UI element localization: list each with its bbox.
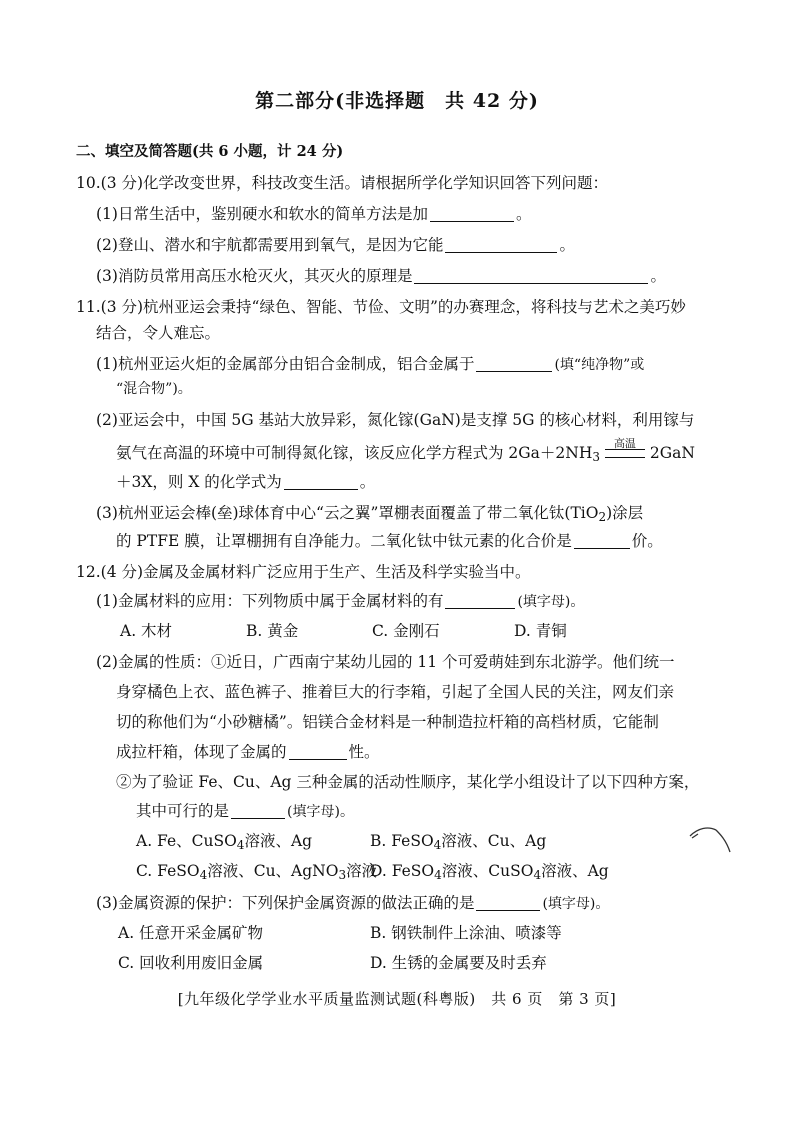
pen-scribble-mark — [686, 822, 736, 862]
q11-part3-subscript: 2 — [598, 510, 607, 524]
q12-part2-line1: (2)金属的性质：①近日，广西南宁某幼儿园的 11 个可爱萌娃到东北游学。他们统一 — [96, 653, 675, 671]
q11-part3-blank[interactable] — [574, 533, 630, 549]
option-d-subscript: 4 — [434, 868, 442, 882]
q12-part1-hint: (填字母)。 — [517, 594, 585, 610]
q12-part1-option-a[interactable]: A. 木材 — [120, 622, 173, 640]
q11-part2-line1: (2)亚运会中，中国 5G 基站大放异彩，氮化镓(GaN)是支撑 5G 的核心材料，利用镓与 — [96, 411, 695, 429]
option-d-text-end: 溶液、Ag — [541, 862, 609, 880]
q10-part2-blank[interactable] — [445, 237, 557, 253]
option-a-subscript: 4 — [236, 838, 245, 852]
q11-part2-subscript: 3 — [592, 450, 600, 464]
page-footer: [九年级化学学业水平质量监测试题(科粤版) 共 6 页 第 3 页] — [177, 990, 617, 1008]
q10-part3 — [96, 265, 666, 287]
option-d-text-mid: 溶液、CuSO — [441, 862, 534, 880]
q11-part2-equation-right: 2GaN — [649, 444, 695, 462]
q12-part1-blank[interactable] — [445, 593, 515, 609]
q12-part1-option-d[interactable]: D. 青铜 — [514, 622, 567, 640]
q10-stem: 10.(3 分)化学改变世界，科技改变生活。请根据所学化学知识回答下列问题： — [76, 174, 609, 192]
option-d-subscript-2: 4 — [533, 868, 542, 882]
q10-part3-text: (3)消防员常用高压水枪灭火，其灭火的原理是 — [96, 267, 413, 285]
option-c-subscript-2: 3 — [338, 868, 347, 882]
q11-part2-line3 — [116, 471, 375, 493]
q12-part2-line6 — [136, 800, 354, 823]
q12-part3-hint: (填字母)。 — [542, 896, 610, 912]
q12-part3-blank[interactable] — [476, 895, 540, 911]
q12-part1-text: (1)金属材料的应用：下列物质中属于金属材料的有 — [96, 592, 444, 610]
option-b-text: B. FeSO — [370, 832, 434, 850]
q11-part2-line3-text: ＋3X，则 X 的化学式为 — [116, 473, 282, 491]
q11-part3-line1-text: (3)杭州亚运会棒(垒)球体育中心“云之翼”罩棚表面覆盖了带二氧化钛(TiO — [96, 504, 599, 522]
q10-part3-end: 。 — [650, 267, 666, 285]
q12-part2-line5: ②为了验证 Fe、Cu、Ag 三种金属的活动性顺序，某化学小组设计了以下四种方案， — [116, 773, 700, 791]
q12-part2-line4 — [116, 741, 380, 763]
q12-part2-line6-text: 其中可行的是 — [136, 802, 230, 820]
q12-part3-option-b[interactable]: B. 钢铁制件上涂油、喷漆等 — [370, 924, 562, 942]
q11-part1 — [96, 353, 644, 376]
q11-part1-blank[interactable] — [476, 356, 552, 372]
q10-part1 — [96, 203, 531, 225]
q12-part2-line2: 身穿橘色上衣、蓝色裤子、推着巨大的行李箱，引起了全国人民的关注，网友们亲 — [116, 683, 675, 701]
q10-part3-blank[interactable] — [414, 268, 648, 284]
q11-part2-line3-end: 。 — [359, 473, 376, 491]
q12-part2-line4-text: 成拉杆箱，体现了金属的 — [116, 743, 287, 761]
q12-part2-line3: 切的称他们为“小砂糖橘”。铝镁合金材料是一种制造拉杆箱的高档材质，它能制 — [116, 713, 659, 731]
q11-part2-equation-left: 氨气在高温的环境中可制得氮化镓，该反应化学方程式为 2Ga＋2NH — [116, 444, 593, 462]
reaction-condition: 高温 — [613, 437, 636, 450]
q11-part3-line2 — [116, 530, 663, 552]
q12-part2-hint: (填字母)。 — [287, 804, 354, 820]
q10-part1-text: (1)日常生活中，鉴别硬水和软水的简单方法是加 — [96, 205, 428, 223]
part-title: 第二部分(非选择题 共 42 分) — [255, 90, 539, 112]
option-d-text: D. FeSO — [370, 862, 435, 880]
q11-part1-hint-cont: “混合物”)。 — [116, 381, 192, 397]
q12-part3-option-a[interactable]: A. 任意开采金属矿物 — [118, 924, 264, 942]
reaction-arrow — [605, 437, 645, 458]
q11-stem-line2: 结合，令人难忘。 — [96, 324, 221, 342]
q12-part1 — [96, 590, 584, 613]
q12-part3-text: (3)金属资源的保护：下列保护金属资源的做法正确的是 — [96, 894, 475, 912]
q11-part3-line2-text: 的 PTFE 膜，让罩棚拥有自净能力。二氧化钛中钛元素的化合价是 — [116, 532, 572, 550]
q12-part2-option-a[interactable] — [136, 830, 312, 856]
option-a-text: A. Fe、CuSO — [136, 832, 237, 850]
q11-part1-hint: (填“纯净物”或 — [554, 357, 645, 373]
option-b-text-end: 溶液、Cu、Ag — [441, 832, 547, 850]
q12-part1-option-b[interactable]: B. 黄金 — [246, 622, 299, 640]
q12-part2-option-b[interactable] — [370, 830, 546, 856]
q12-part2-option-d[interactable] — [370, 860, 609, 886]
q12-part3 — [96, 892, 609, 915]
q11-part3-line1-end: )涂层 — [606, 504, 644, 522]
q10-part1-end: 。 — [515, 205, 532, 223]
q10-part2-end: 。 — [559, 236, 575, 254]
q11-part2-blank[interactable] — [284, 474, 358, 490]
q10-part1-blank[interactable] — [430, 206, 514, 222]
q12-part1-option-c[interactable]: C. 金刚石 — [372, 622, 440, 640]
q11-stem-line1: 11.(3 分)杭州亚运会秉持“绿色、智能、节俭、文明”的办赛理念，将科技与艺术之美巧妙 — [76, 298, 686, 316]
q11-part1-text: (1)杭州亚运火炬的金属部分由铝合金制成，铝合金属于 — [96, 355, 475, 373]
q11-part3-line1 — [96, 502, 643, 528]
option-c-text-end: 溶液 — [346, 862, 378, 880]
q12-stem: 12.(4 分)金属及金属材料广泛应用于生产、生活及科学实验当中。 — [76, 563, 531, 581]
option-c-text: C. FeSO — [136, 862, 200, 880]
q12-part2-option-c[interactable] — [136, 860, 377, 886]
q11-part3-line2-end: 价。 — [631, 532, 663, 550]
q12-part3-option-c[interactable]: C. 回收利用废旧金属 — [118, 954, 264, 972]
option-a-text-end: 溶液、Ag — [244, 832, 313, 850]
option-b-subscript: 4 — [433, 838, 442, 852]
section-heading: 二、填空及简答题(共 6 小题，计 24 分) — [76, 143, 344, 160]
q10-part2 — [96, 234, 575, 256]
q11-part2-line2 — [116, 437, 695, 468]
q12-part2-property-blank[interactable] — [289, 744, 347, 760]
q10-part2-text: (2)登山、潜水和宇航都需要用到氧气，是因为它能 — [96, 236, 444, 254]
q12-part2-line4-end: 性。 — [348, 743, 380, 761]
q12-part3-option-d[interactable]: D. 生锈的金属要及时丢弃 — [370, 954, 547, 972]
q12-part2-choice-blank[interactable] — [231, 803, 285, 819]
option-c-subscript: 4 — [199, 868, 208, 882]
option-c-text-mid: 溶液、Cu、AgNO — [207, 862, 339, 880]
